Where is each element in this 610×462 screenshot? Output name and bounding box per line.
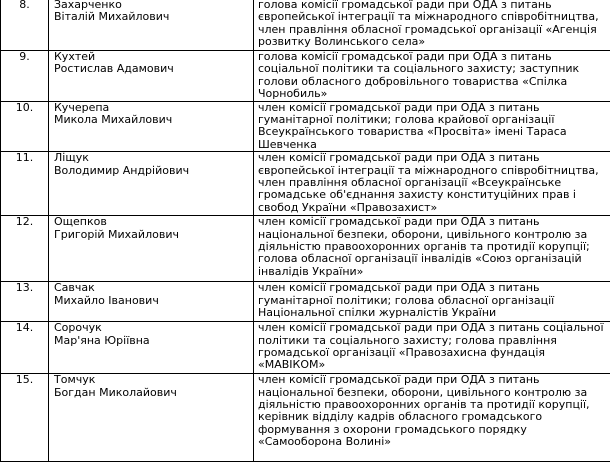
member-description: член комісії громадської ради при ОДА з питань гуманітарної політики; голова обласної організації Національної спілки журналістів України: [254, 282, 610, 322]
member-given-names: Михайло Іванович: [54, 293, 159, 307]
member-surname: Ліщук: [54, 151, 89, 165]
member-description: член комісії громадської ради при ОДА з питань гуманітарної політики; голова крайової організації Всеукраїнського товариства «Просвіта» імені Тараса Шевченка: [254, 101, 610, 152]
member-given-names: Григорій Михайлович: [54, 227, 179, 241]
member-surname: Захарченко: [54, 0, 122, 11]
member-surname: Томчук: [54, 373, 96, 387]
member-name: [49, 282, 254, 322]
table-row: [1, 0, 610, 51]
row-number: 8.: [1, 0, 49, 51]
row-number: 14.: [1, 322, 49, 374]
table-row: [1, 51, 610, 102]
member-name: [49, 0, 254, 51]
row-number: 12.: [1, 216, 49, 282]
member-surname: Кухтей: [54, 50, 96, 63]
member-given-names: Микола Михайлович: [54, 113, 173, 127]
table-row: [1, 322, 610, 374]
member-surname: Кучерепа: [54, 101, 110, 114]
member-description: член комісії громадської ради при ОДА з питань європейської інтеграції та міжнародного співробітництва, член правління обласної організації «Всеукраїнське громадське об'єднання захисту конституційних прав і свобод України «Правозахист»: [254, 152, 610, 216]
row-number: 9.: [1, 51, 49, 102]
member-description: член комісії громадської ради при ОДА з питань соціальної політики та соціального захисту; голова правління громадської організації «Правозахисна фундація «МАВІКОМ»: [254, 322, 610, 374]
row-number: 11.: [1, 152, 49, 216]
member-description: голова комісії громадської ради при ОДА з питань європейської інтеграції та міжнародного співробітництва, член правління обласної громадської організації «Агенція розвитку Волинського села»: [254, 0, 610, 51]
member-name: [49, 322, 254, 374]
member-name: [49, 374, 254, 462]
member-name: [49, 101, 254, 152]
table-row: [1, 216, 610, 282]
table-row: [1, 374, 610, 462]
row-number: 10.: [1, 101, 49, 152]
row-number: 15.: [1, 374, 49, 462]
member-surname: Савчак: [54, 281, 95, 295]
member-surname: Ощепков: [54, 215, 107, 229]
member-name: [49, 152, 254, 216]
member-description: член комісії громадської ради при ОДА з питань національної безпеки, оборони, цивільного контролю за діяльністю правоохоронних органів та протидії корупції; голова обласної організації інвалідів «Союз організацій інвалідів України»: [254, 216, 610, 282]
member-description: голова комісії громадської ради при ОДА з питань соціальної політики та соціального захисту; заступник голови обласного добровільного товариства «Спілка Чорнобиль»: [254, 51, 610, 102]
table-row: [1, 282, 610, 322]
member-given-names: Віталій Михайлович: [54, 10, 170, 24]
member-name: [49, 216, 254, 282]
member-surname: Сорочук: [54, 321, 102, 335]
row-number: 13.: [1, 282, 49, 322]
table-row: [1, 152, 610, 216]
member-given-names: Богдан Миколайович: [54, 385, 177, 399]
member-given-names: Мар'яна Юріївна: [54, 333, 150, 347]
table-row: [1, 101, 610, 152]
member-given-names: Ростислав Адамович: [54, 62, 174, 76]
member-name: [49, 51, 254, 102]
member-given-names: Володимир Андрійович: [54, 163, 190, 177]
member-description: член комісії громадської ради при ОДА з питань національної безпеки, оборони, цивільного контролю за діяльністю правоохоронних органів та протидії корупції, керівник відділу кадрів обласного громадського формування з охорони громадського порядку «Самооборона Волині»: [254, 374, 610, 462]
